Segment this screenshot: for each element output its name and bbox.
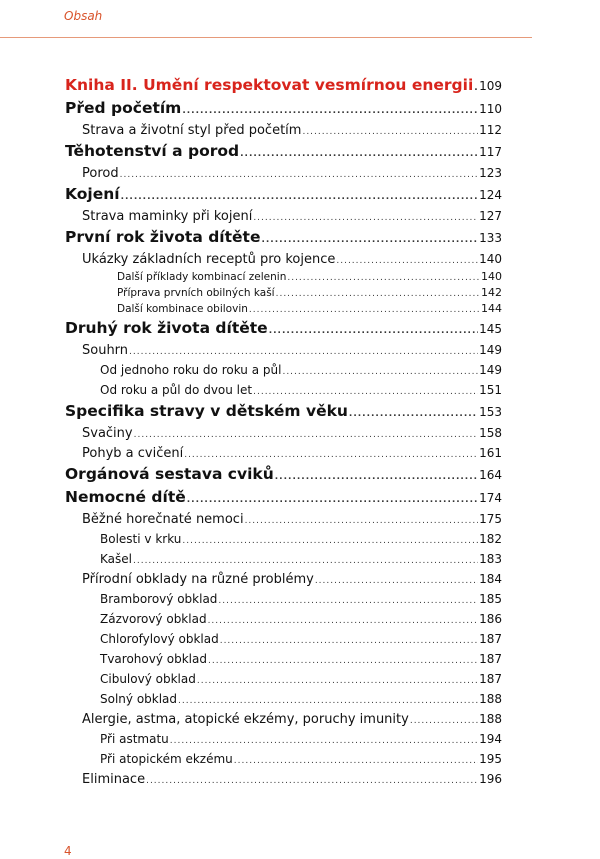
toc-entry-title: Chlorofylový obklad (100, 632, 219, 646)
toc-entry-title: Těhotenství a porod (65, 142, 240, 160)
dot-leader (182, 531, 478, 549)
dot-leader (218, 591, 478, 609)
toc-entry (65, 285, 502, 301)
toc-entry-title: Při atopickém ekzému (100, 752, 233, 766)
toc-entry-page: 158 (479, 426, 502, 440)
toc-entry (65, 669, 502, 689)
toc-entry-page: 194 (479, 732, 502, 746)
page-number: 4 (64, 844, 72, 858)
toc-entry-page: 187 (479, 672, 502, 686)
toc-entry (65, 463, 502, 486)
toc-entry-title: Specifika stravy v dětském věku (65, 402, 348, 420)
dot-leader (133, 551, 478, 569)
toc-entry-page: 188 (479, 692, 502, 706)
toc-entry (65, 509, 502, 529)
toc-entry (65, 629, 502, 649)
dot-leader (253, 382, 478, 400)
toc-entry-page: 123 (479, 166, 502, 180)
toc-entry-page: 117 (479, 145, 502, 159)
dot-leader (129, 342, 478, 360)
dot-leader (120, 165, 478, 183)
toc-entry (65, 443, 502, 463)
toc-entry (65, 183, 502, 206)
toc-entry-page: 187 (479, 652, 502, 666)
toc-entry-page: 145 (479, 322, 502, 336)
toc-entry-title: Kniha II. Umění respektovat vesmírnou energii (65, 76, 474, 94)
toc-entry (65, 769, 502, 789)
dot-leader (410, 711, 478, 729)
toc-entry (65, 400, 502, 423)
toc-entry-title: Souhrn (82, 343, 129, 358)
dot-leader (474, 77, 478, 97)
toc-entry-page: 149 (479, 363, 502, 377)
toc-entry-title: Běžné horečnaté nemoci (82, 512, 244, 527)
toc-entry-page: 175 (479, 512, 502, 526)
toc-entry-title: Příprava prvních obilných kaší (117, 287, 275, 299)
dot-leader (349, 403, 478, 423)
dot-leader (269, 320, 478, 340)
header-rule (0, 37, 532, 38)
running-header: Obsah (64, 9, 103, 23)
dot-leader (178, 691, 478, 709)
toc-entry-title: Zázvorový obklad (100, 612, 207, 626)
toc-entry (65, 97, 502, 120)
toc-entry-title: Druhý rok života dítěte (65, 319, 268, 337)
dot-leader (240, 143, 478, 163)
dot-leader (208, 611, 479, 629)
toc-entry-page: 183 (479, 552, 502, 566)
toc-entry-page: 184 (479, 572, 502, 586)
toc-entry-title: Při astmatu (100, 732, 169, 746)
toc-entry (65, 486, 502, 509)
toc-entry-page: 188 (479, 712, 502, 726)
dot-leader (220, 631, 478, 649)
toc-entry-page: 174 (479, 491, 502, 505)
toc-entry-title: Cibulový obklad (100, 672, 196, 686)
toc-entry-page: 185 (479, 592, 502, 606)
toc-entry-title: Tvarohový obklad (100, 652, 207, 666)
toc-entry-page: 127 (479, 209, 502, 223)
toc-entry-title: Porod (82, 166, 119, 181)
toc-entry-page: 151 (479, 383, 502, 397)
toc-entry-page: 144 (481, 302, 502, 315)
dot-leader (170, 731, 478, 749)
toc-entry-title: První rok života dítěte (65, 228, 261, 246)
toc-entry-page: 182 (479, 532, 502, 546)
toc-entry (65, 649, 502, 669)
toc-entry-title: Strava a životní styl před početím (82, 123, 302, 138)
dot-leader (121, 186, 479, 206)
toc-entry (65, 269, 502, 285)
toc-entry (65, 709, 502, 729)
dot-leader (187, 489, 478, 509)
toc-entry-title: Bolesti v krku (100, 532, 182, 546)
toc-entry (65, 569, 502, 589)
toc-entry-title: Pohyb a cvičení (82, 446, 184, 461)
toc-entry (65, 360, 502, 380)
toc-entry-title: Další příklady kombinací zelenin (117, 271, 287, 283)
toc-entry-title: Kojení (65, 185, 120, 203)
toc-entry (65, 340, 502, 360)
toc-entry-page: 196 (479, 772, 502, 786)
dot-leader (146, 771, 478, 789)
toc-entry-page: 124 (479, 188, 502, 202)
toc-entry-page: 161 (479, 446, 502, 460)
toc-entry-page: 140 (479, 252, 502, 266)
toc-entry-title: Bramborový obklad (100, 592, 218, 606)
toc-entry (65, 609, 502, 629)
toc-entry (65, 749, 502, 769)
dot-leader (208, 651, 478, 669)
toc-entry-title: Alergie, astma, atopické ekzémy, poruchy imunity (82, 712, 409, 727)
toc-entry (65, 380, 502, 400)
toc-entry-title: Svačiny (82, 426, 133, 441)
dot-leader (245, 511, 479, 529)
toc-entry (65, 317, 502, 340)
toc-entry (65, 226, 502, 249)
dot-leader (253, 208, 478, 226)
toc-entry (65, 549, 502, 569)
toc-entry-page: 110 (479, 102, 502, 116)
toc-entry (65, 423, 502, 443)
dot-leader (315, 571, 478, 589)
toc-entry (65, 249, 502, 269)
toc-entry (65, 140, 502, 163)
dot-leader (234, 751, 478, 769)
toc-entry-page: 140 (481, 270, 502, 283)
toc-entry-page: 133 (479, 231, 502, 245)
toc-entry (65, 689, 502, 709)
toc-entry-title: Orgánová sestava cviků (65, 465, 274, 483)
toc-entry-page: 153 (479, 405, 502, 419)
dot-leader (302, 122, 478, 140)
toc-entry-title: Přírodní obklady na různé problémy (82, 572, 314, 587)
dot-leader (184, 445, 478, 463)
toc-entry (65, 120, 502, 140)
toc-entry-title: Od jednoho roku do roku a půl (100, 363, 282, 377)
toc-entry-title: Eliminace (82, 772, 146, 787)
toc-entry-title: Od roku a půl do dvou let (100, 383, 253, 397)
dot-leader (282, 362, 478, 380)
dot-leader (197, 671, 478, 689)
toc-entry-title: Před početím (65, 99, 182, 117)
toc-entry-page: 149 (479, 343, 502, 357)
toc-entry-page: 164 (479, 468, 502, 482)
toc-entry (65, 206, 502, 226)
toc-entry-page: 195 (479, 752, 502, 766)
dot-leader (276, 286, 480, 301)
dot-leader (261, 229, 478, 249)
toc-entry-title: Solný obklad (100, 692, 178, 706)
toc-entry-page: 109 (479, 79, 502, 93)
toc-entry-page: 187 (479, 632, 502, 646)
dot-leader (134, 425, 478, 443)
toc-entry (65, 74, 502, 97)
toc-entry-title: Ukázky základních receptů pro kojence (82, 252, 336, 267)
dot-leader (249, 302, 480, 317)
table-of-contents (65, 74, 502, 789)
toc-entry (65, 589, 502, 609)
toc-entry (65, 729, 502, 749)
toc-entry-page: 142 (481, 286, 502, 299)
dot-leader (182, 100, 478, 120)
toc-entry-title: Strava maminky při kojení (82, 209, 253, 224)
dot-leader (275, 466, 478, 486)
toc-entry (65, 301, 502, 317)
toc-entry-title: Další kombinace obilovin (117, 303, 248, 315)
toc-entry-page: 186 (479, 612, 502, 626)
toc-entry-page: 112 (479, 123, 502, 137)
toc-entry (65, 529, 502, 549)
dot-leader (287, 270, 480, 285)
toc-entry-title: Nemocné dítě (65, 488, 186, 506)
dot-leader (336, 251, 478, 269)
toc-entry (65, 163, 502, 183)
toc-entry-title: Kašel (100, 552, 132, 566)
